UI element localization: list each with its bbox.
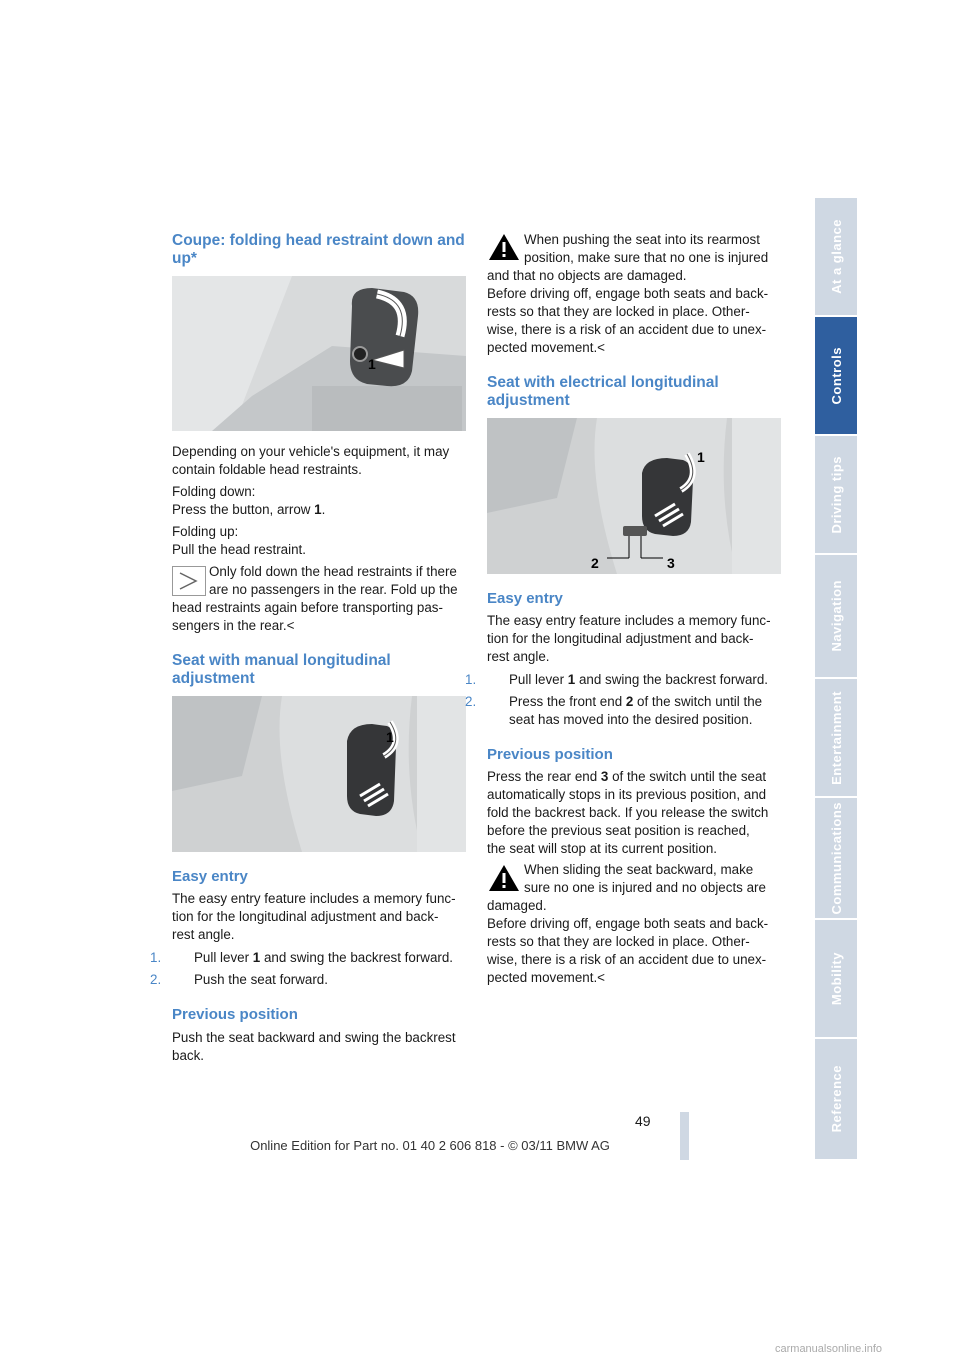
- section-title-electrical-adjustment: Seat with electrical longitudinal adjustment: [487, 374, 719, 409]
- folding-down-instructions: Folding down: Press the button, arrow 1.: [172, 484, 326, 517]
- head-restraint-intro: Depending on your vehicle's equipment, it may contain foldable head restraints.: [172, 444, 450, 477]
- page-number: 49: [635, 1113, 651, 1129]
- easy-entry-title: Easy entry: [487, 590, 563, 607]
- sidebar-tab-controls[interactable]: Controls: [815, 317, 857, 436]
- manual-seat-illustration: [172, 696, 466, 852]
- figure-label-1: 1: [368, 356, 376, 372]
- previous-position-title: Previous position: [487, 746, 613, 763]
- head-restraint-figure: [172, 276, 466, 431]
- rearmost-warning: When pushing the seat into its rearmost position, make sure that no one is injured and that no objects are damaged. Before driving off, engage both seats and back- rests so that they are locked in place. Other- wise, there is a risk of an accident due to unex- pected movement.<: [487, 232, 769, 355]
- sidebar-tab-at-a-glance[interactable]: At a glance: [815, 198, 857, 317]
- section-title-head-restraint: Coupe: folding head restraint down and up*: [172, 232, 465, 267]
- manual-seat-figure: [172, 696, 466, 852]
- sidebar-tab-reference[interactable]: Reference: [815, 1039, 857, 1161]
- previous-position-title: Previous position: [172, 1006, 298, 1023]
- sidebar-tab-driving-tips[interactable]: Driving tips: [815, 436, 857, 555]
- easy-entry-title: Easy entry: [172, 868, 248, 885]
- electrical-seat-figure: [487, 418, 781, 574]
- list-item: 1. Pull lever 1 and swing the backrest forward.: [465, 672, 769, 687]
- easy-entry-text: The easy entry feature includes a memory func- tion for the longitudinal adjustment and back- rest angle.: [487, 613, 771, 664]
- list-item: 2. Push the seat forward.: [150, 972, 328, 987]
- easy-entry-text: The easy entry feature includes a memory func- tion for the longitudinal adjustment and back- rest angle.: [172, 891, 456, 942]
- sliding-warning: When sliding the seat backward, make sure no one is injured and no objects are damaged. Before driving off, engage both seats and back- rests so that they are locked in place. Other- wise, there is a risk of an accident due to unex- pected movement.<: [487, 862, 769, 985]
- figure-label-2: 2: [591, 555, 599, 571]
- list-item: 1. Pull lever 1 and swing the backrest forward.: [150, 950, 454, 965]
- electrical-seat-illustration: [487, 418, 781, 574]
- footer-edition: Online Edition for Part no. 01 40 2 606 818 - © 03/11 BMW AG: [250, 1138, 610, 1153]
- sidebar-tab-mobility[interactable]: Mobility: [815, 920, 857, 1039]
- figure-label-1: 1: [386, 729, 394, 745]
- previous-position-text: Push the seat backward and swing the backrest back.: [172, 1030, 456, 1063]
- head-restraint-note: Only fold down the head restraints if there are no passengers in the rear. Fold up the head restraints again before transporting pas- sengers in the rear.<: [172, 564, 458, 633]
- sidebar-tab-entertainment[interactable]: Entertainment: [815, 679, 857, 798]
- sidebar-tab-communications[interactable]: Communications: [815, 798, 857, 920]
- section-title-manual-adjustment: Seat with manual longitudinal adjustment: [172, 652, 391, 687]
- watermark: carmanualsonline.info: [775, 1343, 883, 1355]
- figure-label-3: 3: [667, 555, 675, 571]
- list-item: 2. Press the front end 2 of the switch until the seat has moved into the desired position.: [465, 694, 763, 727]
- folding-up-instructions: Folding up: Pull the head restraint.: [172, 524, 306, 557]
- head-restraint-illustration: [172, 276, 466, 431]
- figure-label-1: 1: [697, 449, 705, 465]
- previous-position-text: Press the rear end 3 of the switch until the seat automatically stops in its previous position, and fold the backrest back. If you release the switch before the previous seat position is reached, the seat will stop at its current position.: [487, 769, 769, 856]
- sidebar-tab-navigation[interactable]: Navigation: [815, 555, 857, 679]
